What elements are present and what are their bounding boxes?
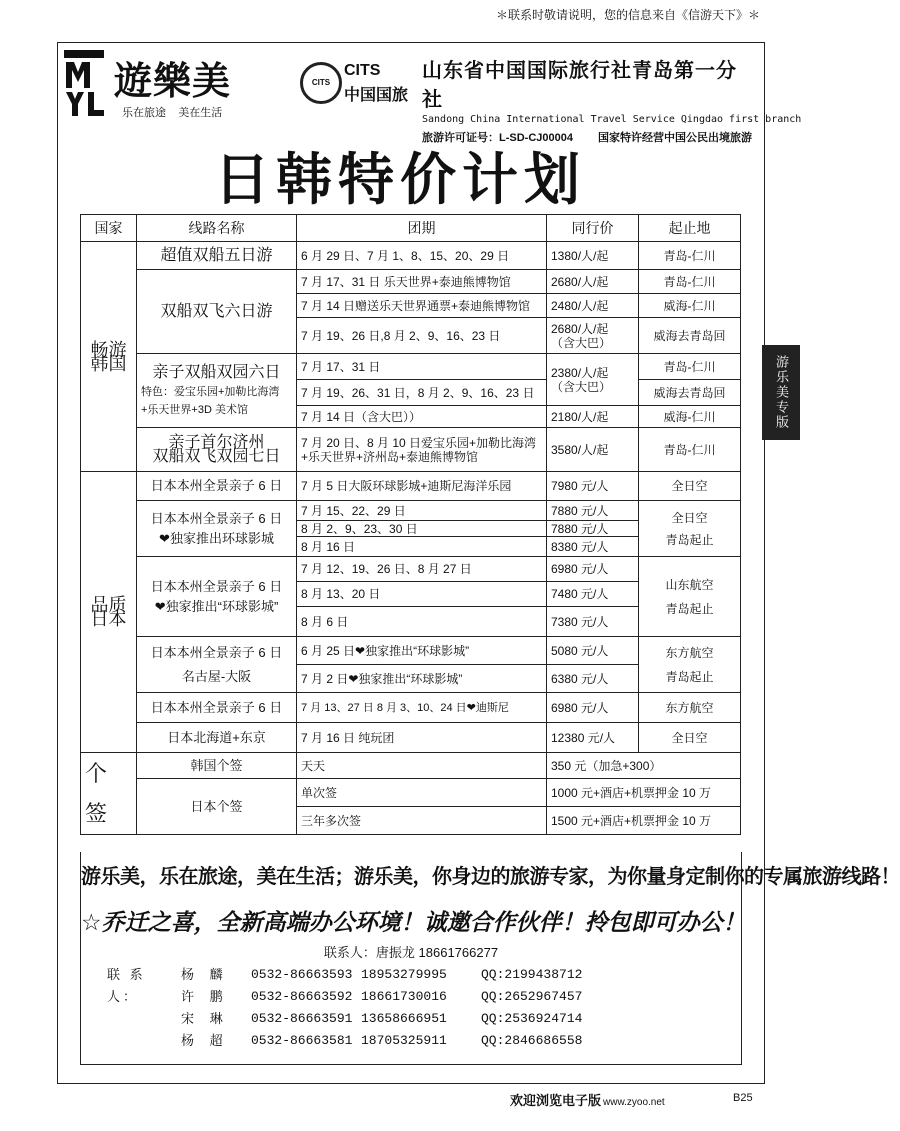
ylm-logo-icon <box>62 48 106 118</box>
price: 7880 元/人 <box>547 521 639 537</box>
price: 1500 元+酒店+机票押金 10 万 <box>547 807 741 835</box>
table-row <box>81 753 741 779</box>
tour-date: 8 月 13、20 日 <box>297 582 547 607</box>
table-row <box>81 723 741 753</box>
tour-date: 7 月 14 日（含大巴）） <box>297 406 547 428</box>
agency-name: 山东省中国国际旅行社青岛第一分社 <box>422 58 737 111</box>
tour-date: 天天 <box>297 753 547 779</box>
tour-date: 7 月 17、31 日 乐天世界+泰迪熊博物馆 <box>297 270 547 294</box>
city: 东方航空 青岛起止 <box>639 637 741 693</box>
contact-qq: QQ:2846686558 <box>481 1033 583 1048</box>
route-name: 日本本州全景亲子 6 日 ❤独家推出“环球影城” <box>137 557 297 637</box>
col-header: 线路名称 <box>137 215 297 242</box>
contact-row <box>107 1030 582 1052</box>
col-header: 同行价 <box>547 215 639 242</box>
welcome-text: 欢迎浏览电子版 <box>510 1093 602 1108</box>
license-number: 旅游许可证号：L-SD-CJ00004 <box>422 132 573 144</box>
tour-date: 7 月 20 日、8 月 10 日爱宝乐园+加勒比海湾+乐天世界+济州岛+泰迪熊博物馆 <box>297 428 547 472</box>
tour-date: 7 月 12、19、26 日、8 月 27 日 <box>297 557 547 582</box>
contact-tel: 0532-86663593 <box>251 967 353 982</box>
agency-info <box>422 54 802 145</box>
tour-date: 8 月 6 日 <box>297 607 547 637</box>
price: 7480 元/人 <box>547 582 639 607</box>
route-name: 超值双船五日游 <box>137 242 297 270</box>
col-header: 起止地 <box>639 215 741 242</box>
tour-date: 单次签 <box>297 779 547 807</box>
table-row <box>81 428 741 450</box>
contact-row <box>107 1008 582 1030</box>
route-name: 日本本州全景亲子 6 日 名古屋-大阪 <box>137 637 297 693</box>
price: 350 元（加急+300） <box>547 753 741 779</box>
city: 全日空 <box>639 723 741 753</box>
route-name: 日本本州全景亲子 6 日 ❤独家推出环球影城 <box>137 501 297 557</box>
price: 1380/人/起 <box>547 242 639 270</box>
cits-cn-label: 中国国旅 <box>344 87 409 104</box>
route-name: 日本个签 <box>137 779 297 835</box>
table-header-row <box>81 215 741 242</box>
country-cell: 品质日本 <box>81 472 137 753</box>
city: 青岛-仁川 <box>639 242 741 270</box>
contact-name: 杨 超 <box>181 1033 229 1048</box>
price: 6380 元/人 <box>547 665 639 693</box>
header-logos <box>62 48 802 144</box>
brand-name: 遊樂美 <box>114 58 232 103</box>
price: 1000 元+酒店+机票押金 10 万 <box>547 779 741 807</box>
price: 7380 元/人 <box>547 607 639 637</box>
bottom-welcome <box>510 1090 665 1109</box>
price: 2480/人/起 <box>547 294 639 318</box>
tour-date: 7 月 19、26 日,8 月 2、9、16、23 日 <box>297 318 547 354</box>
route-name: 双船双飞六日游 <box>137 270 297 354</box>
contact-list <box>107 964 582 1052</box>
table-row <box>81 693 741 723</box>
price: 2680/人/起 （含大巴） <box>547 318 639 354</box>
footer-contact-box <box>80 852 900 1065</box>
route-name: 日本本州全景亲子 6 日 <box>137 472 297 501</box>
table-row <box>81 779 741 807</box>
price: 6980 元/人 <box>547 557 639 582</box>
tour-date: 7 月 16 日 纯玩团 <box>297 723 547 753</box>
cits-globe-icon: CITS <box>300 62 342 104</box>
route-name: 日本本州全景亲子 6 日 <box>137 693 297 723</box>
table-row <box>81 501 741 521</box>
price: 6980 元/人 <box>547 693 639 723</box>
slogan-secondary: ☆乔迁之喜，全新高端办公环境！诚邀合作伙伴！拎包即可办公！ <box>81 909 746 935</box>
col-header: 团期 <box>297 215 547 242</box>
source-note: ＊联系时敬请说明，您的信息来自《信游天下》＊ <box>495 8 760 22</box>
tour-date: 7 月 17、31 日 <box>297 354 547 380</box>
col-header: 国家 <box>81 215 137 242</box>
contact-label: 联 系 人： <box>107 967 146 1004</box>
table-row <box>81 637 741 665</box>
table-row <box>81 557 741 582</box>
contact-row <box>107 986 582 1008</box>
price: 7980 元/人 <box>547 472 639 501</box>
tour-date: 6 月 29 日、7 月 1、8、15、20、29 日 <box>297 242 547 270</box>
cits-en-label: CITS <box>344 62 381 79</box>
tour-date: 8 月 2、9、23、30 日 <box>297 521 547 537</box>
city: 青岛-仁川 <box>639 428 741 472</box>
country-cell: 畅游韩国 <box>81 242 137 472</box>
city: 威海-仁川 <box>639 294 741 318</box>
price: 8380 元/人 <box>547 537 639 557</box>
city: 青岛-仁川 <box>639 270 741 294</box>
city: 全日空 青岛起止 <box>639 501 741 557</box>
route-title: 亲子双船双园六日 <box>152 363 281 381</box>
tour-date: 7 月 13、27 日 8 月 3、10、24 日❤迪斯尼 <box>297 693 547 723</box>
cits-logo <box>300 56 410 112</box>
main-contact: 联系人：唐振龙 18661766277 <box>323 945 499 960</box>
tour-date: 6 月 25 日❤独家推出“环球影城” <box>297 637 547 665</box>
tour-date: 8 月 16 日 <box>297 537 547 557</box>
tour-date: 7 月 5 日大阪环球影城+迪斯尼海洋乐园 <box>297 472 547 501</box>
tour-date: 7 月 2 日❤独家推出“环球影城” <box>297 665 547 693</box>
table-row <box>81 270 741 294</box>
table-row <box>81 354 741 380</box>
route-name <box>137 354 297 428</box>
contact-mobile: 13658666951 <box>361 1011 447 1026</box>
price: 3580/人/起 <box>547 428 639 472</box>
price: 12380 元/人 <box>547 723 639 753</box>
city: 山东航空 青岛起止 <box>639 557 741 637</box>
agency-note: 国家特许经营中国公民出境旅游 <box>598 132 752 144</box>
slogan-primary: 游乐美，乐在旅途，美在生活；游乐美，你身边的旅游专家，为你量身定制你的专属旅游线路！ <box>81 864 900 888</box>
page-number: B25 <box>733 1092 753 1104</box>
site-url[interactable]: www.zyoo.net <box>603 1097 665 1108</box>
table-row <box>81 472 741 501</box>
tour-date: 三年多次签 <box>297 807 547 835</box>
route-feature: 特色：爱宝乐园+加勒比海湾+乐天世界+3D 美术馆 <box>141 385 280 416</box>
tour-date: 7 月 14 日赠送乐天世界通票+泰迪熊博物馆 <box>297 294 547 318</box>
contact-name: 宋 琳 <box>181 1011 229 1026</box>
city: 全日空 <box>639 472 741 501</box>
side-tab: 游乐美专版 <box>762 345 800 440</box>
contact-tel: 0532-86663581 <box>251 1033 353 1048</box>
contact-qq: QQ:2652967457 <box>481 989 583 1004</box>
contact-mobile: 18705325911 <box>361 1033 447 1048</box>
tour-date: 7 月 15、22、29 日 <box>297 501 547 521</box>
page-title: 日韩特价计划 <box>214 147 586 213</box>
table-row <box>81 242 741 270</box>
city: 青岛-仁川 <box>639 354 741 380</box>
city: 东方航空 <box>639 693 741 723</box>
city: 威海去青岛回 <box>639 318 741 354</box>
contact-mobile: 18953279995 <box>361 967 447 982</box>
price: 2680/人/起 <box>547 270 639 294</box>
city: 威海去青岛回 <box>639 380 741 406</box>
route-name: 日本北海道+东京 <box>137 723 297 753</box>
price: 7880 元/人 <box>547 501 639 521</box>
agency-en-name: Sandong China International Travel Service Qingdao first branch <box>422 114 802 125</box>
contact-qq: QQ:2536924714 <box>481 1011 583 1026</box>
price: 5080 元/人 <box>547 637 639 665</box>
price: 2180/人/起 <box>547 406 639 428</box>
city: 威海-仁川 <box>639 406 741 428</box>
contact-tel: 0532-86663591 <box>251 1011 353 1026</box>
brand-slogan: 乐在旅途 美在生活 <box>122 107 223 119</box>
price: 2380/人/起 （含大巴） <box>547 354 639 406</box>
contact-name: 许 鹏 <box>181 989 229 1004</box>
country-cell: 个签 <box>81 753 137 835</box>
contact-qq: QQ:2199438712 <box>481 967 583 982</box>
price-table <box>80 214 741 835</box>
route-name: 亲子首尔济州 双船双飞双园七日 <box>137 428 297 472</box>
tour-date: 7 月 19、26、31 日，8 月 2、9、16、23 日 <box>297 380 547 406</box>
contact-tel: 0532-86663592 <box>251 989 353 1004</box>
contact-name: 杨 麟 <box>181 967 229 982</box>
route-name: 韩国个签 <box>137 753 297 779</box>
contact-mobile: 18661730016 <box>361 989 447 1004</box>
